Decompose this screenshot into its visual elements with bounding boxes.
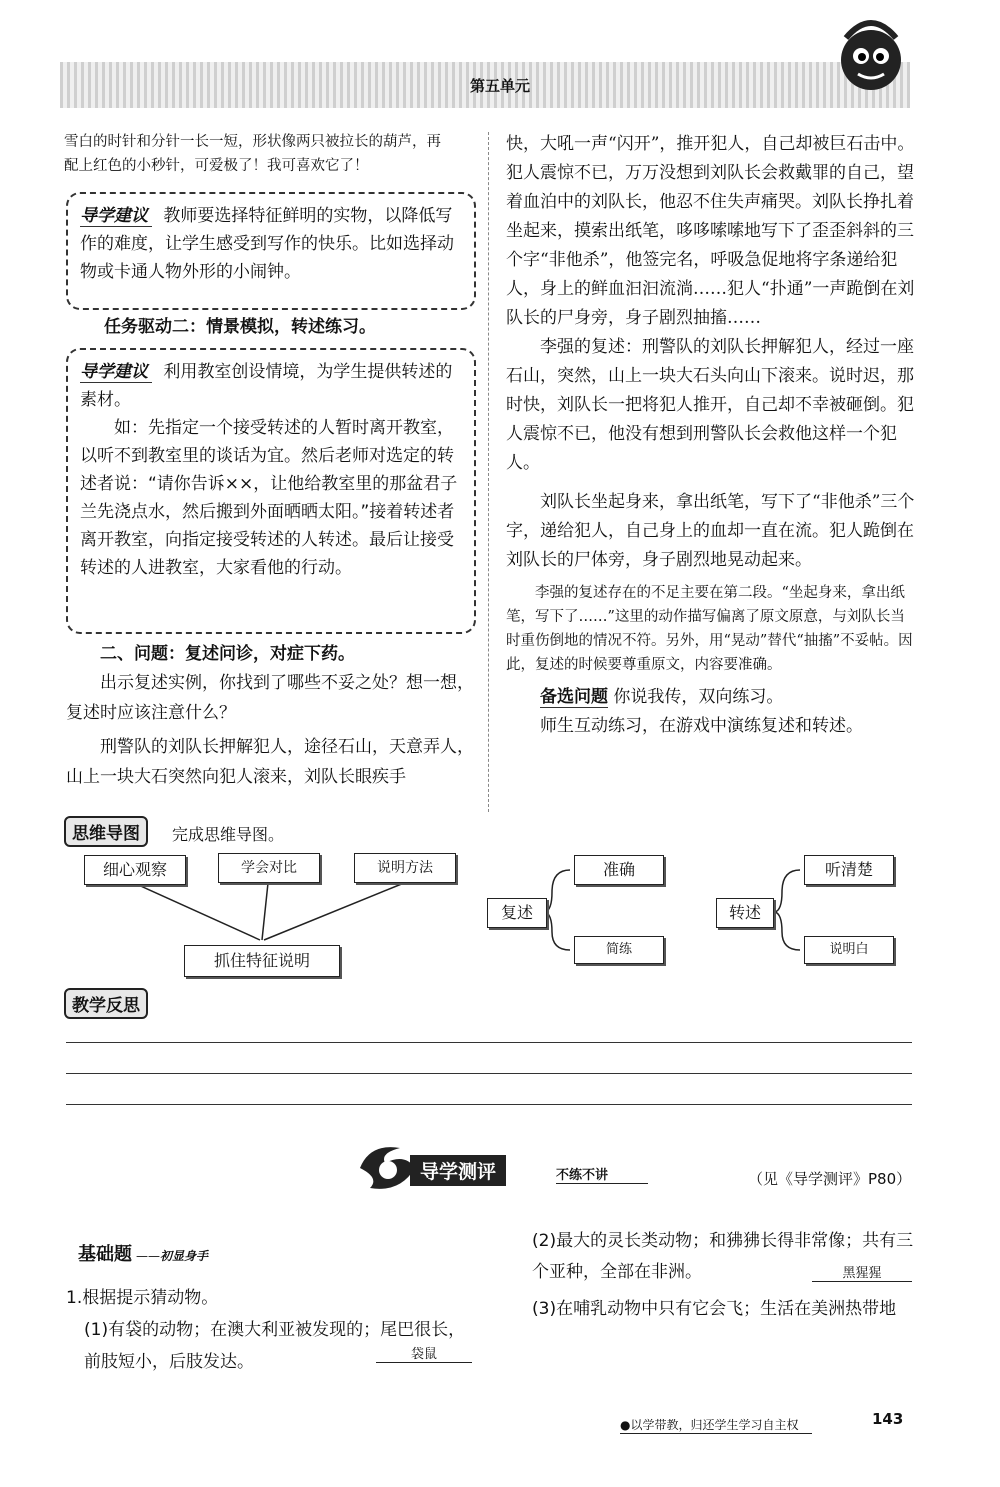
guide-box-1 bbox=[66, 192, 476, 310]
guide-tag-1: 导学建议 bbox=[80, 206, 152, 227]
node-retell: 复述 bbox=[487, 898, 547, 928]
story-start: 刑警队的刘队长押解犯人，途径石山，天意弄人，山上一块大石突然向犯人滚来，刘队长眼疾手 bbox=[66, 737, 474, 787]
page-number: 143 bbox=[872, 1410, 904, 1428]
q1-3: (3)在哺乳动物中只有它会飞；生活在美洲热带地 bbox=[532, 1299, 897, 1319]
reflection-line-2 bbox=[66, 1073, 912, 1074]
guide-tag-2: 导学建议 bbox=[80, 362, 152, 383]
question-1 bbox=[66, 1282, 476, 1378]
basic-sub: 初显身手 bbox=[160, 1249, 209, 1263]
liqiang-retell-2: 刘队长坐起身来，拿出纸笔，写下了“非他杀”三个字，递给犯人，自己身上的血却一直在流。犯人跪倒在刘队长的尸体旁，身子剧烈地晃动起来。 bbox=[506, 492, 915, 570]
mindmap-instruction: 完成思维导图。 bbox=[172, 825, 285, 844]
guide-text-2b: 如：先指定一个接受转述的人暂时离开教室，以听不到教室里的谈话为宜。然后老师对选定的转述者说：“请你告诉××，让他给教室里的那盆君子兰先浇点水，然后搬到外面晒晒太阳。”接着转述者离开教室，向指定接受转述的人转述。最后让接受转述的人进教室，大家看他的行动。 bbox=[80, 418, 458, 578]
node-explain: 说明白 bbox=[804, 936, 894, 964]
test-reference: （见《导学测评》P80） bbox=[748, 1170, 912, 1188]
right-column bbox=[506, 130, 916, 741]
node-listen: 听清楚 bbox=[804, 855, 894, 885]
liqiang-retell: 李强的复述：刑警队的刘队长押解犯人，经过一座石山，突然，山上一块大石头向山下滚来。说时迟，那时快，刘队长一把将犯人推开，自己却不幸被砸倒。犯人震惊不已，他没有想到刑警队长会救他这样一个犯人。 bbox=[506, 337, 914, 473]
section-two-title: 二、问题：复述问诊，对症下药。 bbox=[100, 644, 355, 664]
q1-1: (1)有袋的动物；在澳大利亚被发现的；尾巴很长，前肢短小，后肢发达。 bbox=[84, 1320, 466, 1372]
q1-2: (2)最大的灵长类动物；和狒狒长得非常像；共有三个亚种，全部在非洲。 bbox=[532, 1231, 914, 1282]
guide-box-2 bbox=[66, 348, 476, 634]
backup-tag: 备选问题 bbox=[540, 687, 608, 707]
mindmap-badge: 思维导图 bbox=[64, 816, 148, 847]
left-intro bbox=[64, 130, 472, 178]
node-observe: 细心观察 bbox=[84, 855, 186, 885]
intro-line-2: 配上红色的小秒针，可爱极了！我可喜欢它了！ bbox=[64, 158, 369, 174]
backup-text: 你说我传，双向练习。 bbox=[613, 687, 784, 707]
column-divider bbox=[488, 132, 489, 812]
node-concise: 简练 bbox=[574, 936, 664, 964]
node-relay: 转述 bbox=[716, 898, 774, 928]
section-two bbox=[66, 640, 476, 792]
closing-text: 师生互动练习，在游戏中演练复述和转述。 bbox=[540, 716, 863, 736]
mascot-icon bbox=[826, 8, 916, 104]
unit-title: 第五单元 bbox=[469, 77, 530, 95]
test-sub: 不练不讲 bbox=[556, 1164, 648, 1184]
basic-title-text: 基础题 bbox=[78, 1244, 132, 1265]
retell-analysis: 李强的复述存在的不足主要在第二段。“坐起身来，拿出纸笔，写下了……”这里的动作描写偏离了原文原意，与刘队长当时重伤倒地的情况不符。另外，用“晃动”替代“抽搐”不妥帖。因此，复述的时候要尊重原文，内容要准确。 bbox=[506, 585, 913, 673]
node-accurate: 准确 bbox=[574, 855, 664, 885]
intro-line-1: 雪白的时针和分针一长一短，形状像两只被拉长的葫芦，再 bbox=[64, 134, 441, 150]
test-banner: 导学测评 bbox=[410, 1155, 506, 1186]
basic-title: 基础题 ——初显身手 bbox=[78, 1244, 209, 1265]
guide-text-1: 教师要选择特征鲜明的实物，以降低写作的难度，让学生感受到写作的快乐。比如选择动物或卡通人物外形的小闹钟。 bbox=[80, 206, 454, 282]
backup-question bbox=[540, 683, 916, 712]
q1-2-answer: 黑猩猩 bbox=[812, 1262, 912, 1282]
footer-motto: ●以学带教，归还学生学习自主权 bbox=[620, 1416, 812, 1434]
reflection-line-1 bbox=[66, 1042, 912, 1043]
reflection-badge: 教学反思 bbox=[64, 988, 148, 1019]
node-feature: 抓住特征说明 bbox=[184, 945, 340, 977]
q1-prompt: 1.根据提示猜动物。 bbox=[66, 1288, 219, 1308]
reflection-line-3 bbox=[66, 1104, 912, 1105]
guide-text-2a: 利用教室创设情境，为学生提供转述的素材。 bbox=[80, 362, 453, 410]
task-two: 任务驱动二：情景模拟，转述练习。 bbox=[104, 317, 376, 337]
node-compare: 学会对比 bbox=[218, 853, 320, 883]
section-two-text: 出示复述实例，你找到了哪些不妥之处？想一想，复述时应该注意什么？ bbox=[66, 673, 474, 723]
story-continue: 快，大吼一声“闪开”，推开犯人，自己却被巨石击中。犯人震惊不已，万万没想到刘队长会救戴罪的自己，望着血泊中的刘队长，他忍不住失声痛哭。刘队长挣扎着坐起来，摸索出纸笔，哆哆嗦嗦地写下了歪歪斜斜的三个字“非他杀”，他签完名，呼吸急促地将字条递给犯人，身上的鲜血汩汩流淌……犯人“扑通”一声跪倒在刘队长的尸身旁，身子剧烈抽搐…… bbox=[506, 134, 915, 328]
node-method: 说明方法 bbox=[354, 853, 456, 883]
q1-1-answer: 袋鼠 bbox=[376, 1343, 472, 1363]
